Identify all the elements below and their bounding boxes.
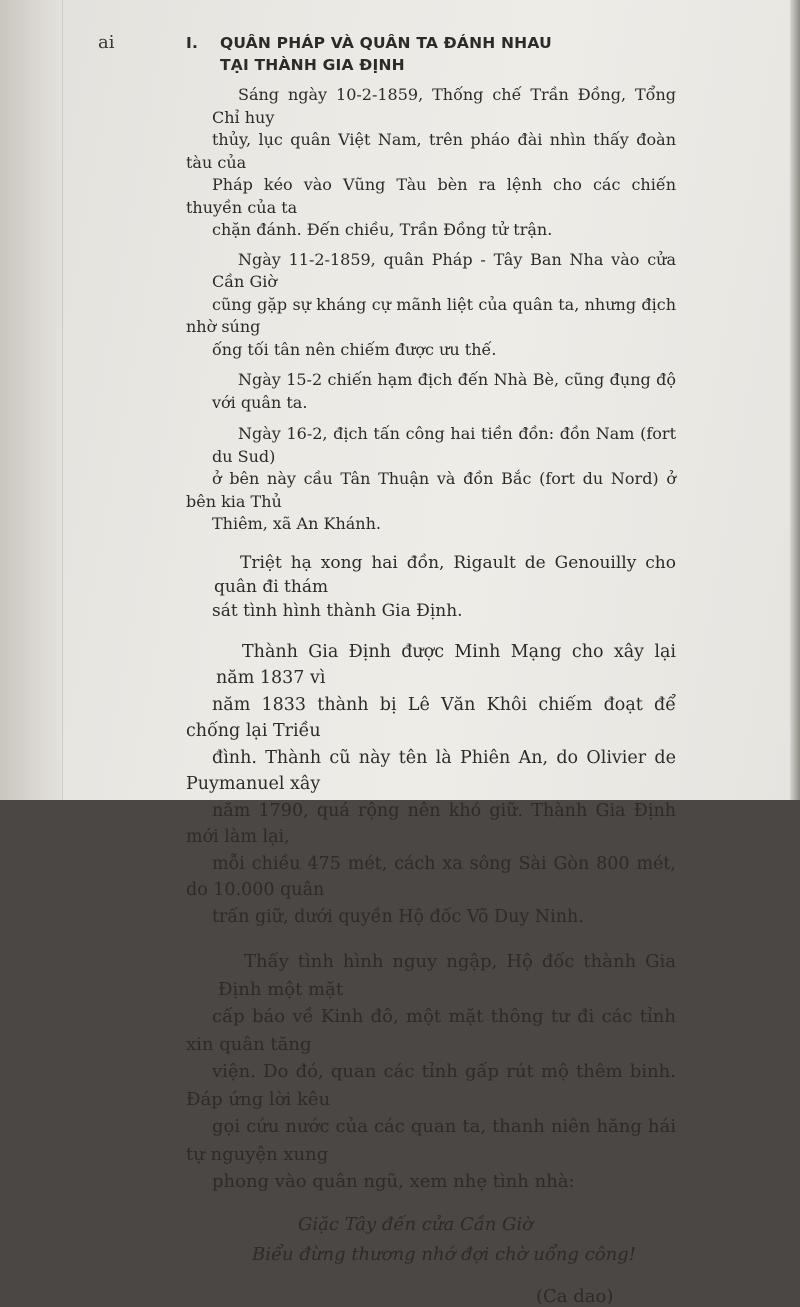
text-line: sát tình hình thành Gia Định. <box>212 600 463 621</box>
text-line: đình. Thành cũ này tên là Phiên An, do Olivier de Puymanuel xây <box>186 747 676 794</box>
paragraph <box>186 369 676 414</box>
text-line: Thành Gia Định được Minh Mạng cho xây lại năm 1837 vì <box>216 641 676 688</box>
text-line: viện. Do đó, quan các tỉnh gấp rút mộ thêm binh. Đáp ứng lời kêu <box>186 1061 676 1110</box>
text-line: trấn giữ, dưới quyền Hộ đốc Võ Duy Ninh. <box>212 906 584 927</box>
text-line: Ngày 11-2-1859, quân Pháp - Tây Ban Nha vào cửa Cần Giờ <box>212 249 676 291</box>
poem-source: (Ca dao) <box>536 1285 614 1307</box>
text-line: chặn đánh. Đến chiều, Trần Đồng tử trận. <box>212 220 553 239</box>
poem-line: Giặc Tây đến cửa Cần Giờ <box>298 1213 534 1235</box>
heading-line-1: QUÂN PHÁP VÀ QUÂN TA ĐÁNH NHAU <box>220 34 552 52</box>
text-line: Ngày 15-2 chiến hạm địch đến Nhà Bè, cũng đụng độ với quân ta. <box>212 370 676 412</box>
paragraph <box>186 423 676 536</box>
text-line: ống tối tân nên chiếm được ưu thế. <box>212 339 497 359</box>
heading-number: I. <box>186 34 199 52</box>
paragraph <box>186 84 676 242</box>
paragraphs <box>186 84 676 1196</box>
text-line: mỗi chiều 475 mét, cách xa sông Sài Gòn 800 mét, do 10.000 quân <box>186 853 676 900</box>
text-line: thủy, lục quân Việt Nam, trên pháo đài nhìn thấy đoàn tàu của <box>186 130 676 172</box>
text-block <box>186 32 676 1307</box>
section-heading <box>186 32 676 76</box>
text-line: Thiêm, xã An Khánh. <box>212 514 381 533</box>
heading-line-2: TẠI THÀNH GIA ĐỊNH <box>220 56 405 74</box>
text-line: năm 1790, quá rộng nên khó giữ. Thành Gia Định mới làm lại, <box>186 800 676 847</box>
text-line: ở bên này cầu Tân Thuận và đồn Bắc (fort du Nord) ở bên kia Thủ <box>186 469 676 511</box>
paragraph <box>186 249 676 362</box>
text-line: Thấy tình hình nguy ngập, Hộ đốc thành Gia Định một mặt <box>218 951 676 1000</box>
page-shadow-edge <box>790 0 800 800</box>
text-line: phong vào quân ngũ, xem nhẹ tình nhà: <box>212 1171 575 1192</box>
text-line: năm 1833 thành bị Lê Văn Khôi chiếm đoạt để chống lại Triều <box>186 694 676 741</box>
text-line: gọi cứu nước của các quan ta, thanh niên hăng hái tự nguyện xung <box>186 1116 676 1165</box>
paragraph <box>186 551 676 623</box>
poem <box>186 1210 676 1270</box>
text-line: Pháp kéo vào Vũng Tàu bèn ra lệnh cho các chiến thuyền của ta <box>186 175 676 217</box>
facing-page-edge <box>0 0 63 800</box>
paragraph <box>186 948 676 1196</box>
poem-line: Biểu đừng thương nhớ đợi chờ uổng công! <box>252 1243 636 1265</box>
facing-page-text-fragment: ai <box>98 32 115 53</box>
paragraph <box>186 639 676 931</box>
text-line: cũng gặp sự kháng cự mãnh liệt của quân ta, nhưng địch nhờ súng <box>186 294 676 336</box>
text-line: cấp báo về Kinh đô, một mặt thông tư đi các tỉnh xin quân tăng <box>186 1006 676 1055</box>
text-line: Sáng ngày 10-2-1859, Thống chế Trần Đồng, Tổng Chỉ huy <box>212 85 676 127</box>
text-line: Ngày 16-2, địch tấn công hai tiền đồn: đồn Nam (fort du Sud) <box>212 424 676 466</box>
text-line: Triệt hạ xong hai đồn, Rigault de Genouilly cho quân đi thám <box>214 552 676 597</box>
